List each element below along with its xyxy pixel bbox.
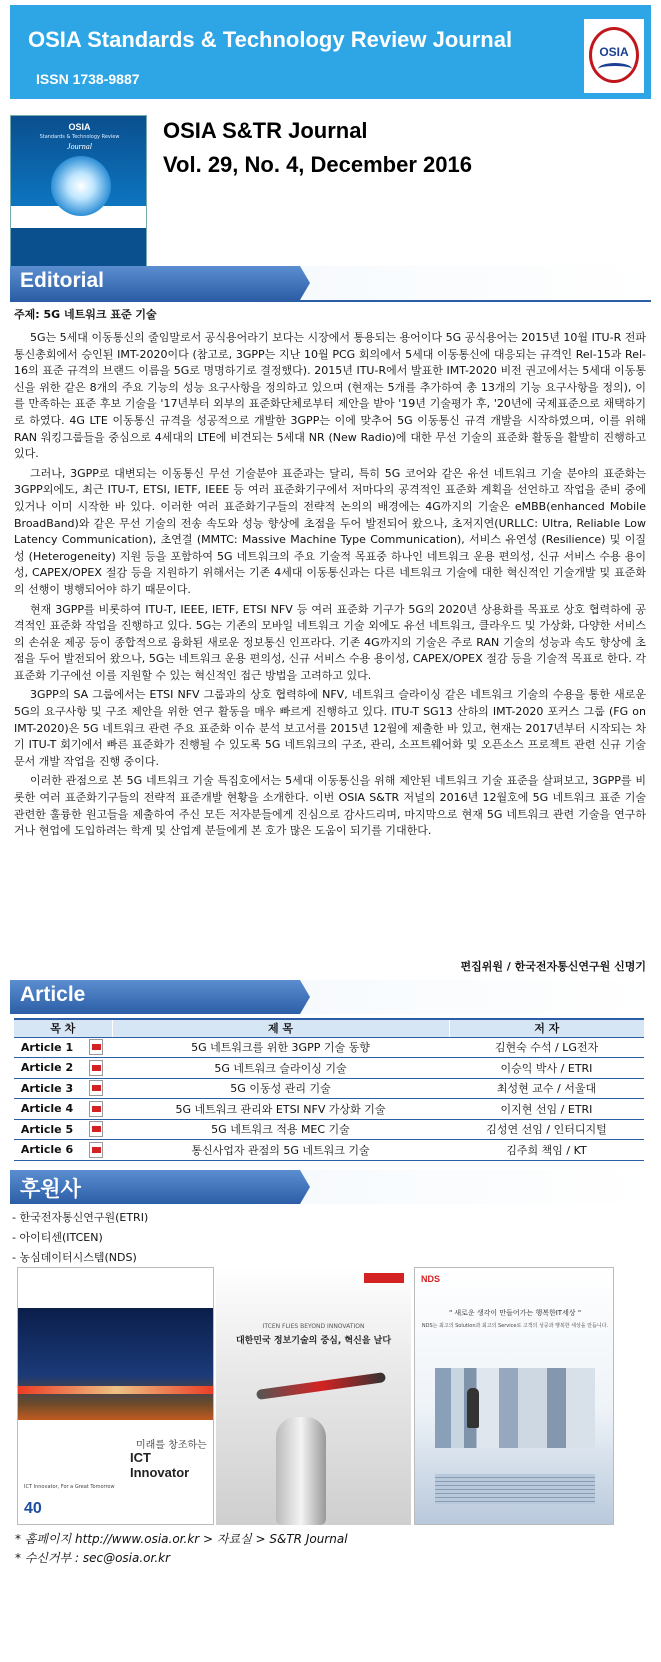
article-number: Article 1 bbox=[14, 1037, 80, 1058]
etri-ad-image[interactable] bbox=[17, 1267, 214, 1525]
cover-subtitle: Standards & Technology Review bbox=[39, 134, 120, 140]
nds-ad-image[interactable] bbox=[414, 1267, 614, 1525]
table-header-row bbox=[14, 1019, 644, 1037]
editorial-topic: 주제: 5G 네트워크 표준 기술 bbox=[14, 308, 157, 321]
journal-cover-image[interactable] bbox=[10, 115, 147, 267]
editorial-paragraph: 이러한 관점으로 본 5G 네트워크 기술 특집호에서는 5세대 이동통신을 위해 제안된 네트워크 기술 표준을 살펴보고, 3GPP를 비롯한 여러 표준화기구들의 전략적 표준개발 현황을 소개한다. 이번 OSIA S&TR 저널의 2016년 12월호에 5G 네트워크 표준 기술 관련한 훌륭한 원고들을 제출하여 주신 모든 저자분들에게 진심으로 감사드리며, 마지막으로 현재 5G 네트워크 관련 기술을 연구하거나 현업에 도입하려는 학계 및 산업계 분들에게 본 호가 많은 도움이 되기를 기대한다. bbox=[14, 774, 646, 838]
pdf-link[interactable] bbox=[80, 1140, 112, 1161]
editorial-signature: 편집위원 / 한국전자통신연구원 신명기 bbox=[460, 960, 646, 973]
article-title[interactable]: 5G 네트워크를 위한 3GPP 기술 동향 bbox=[112, 1037, 449, 1058]
osia-logo[interactable] bbox=[584, 19, 644, 93]
pdf-link[interactable] bbox=[80, 1037, 112, 1058]
article-author: 김주희 책임 / KT bbox=[449, 1140, 644, 1161]
article-number: Article 2 bbox=[14, 1058, 80, 1079]
article-number: Article 4 bbox=[14, 1099, 80, 1120]
editorial-body bbox=[14, 330, 646, 843]
editorial-section-header bbox=[10, 266, 651, 300]
pdf-icon[interactable] bbox=[89, 1101, 103, 1117]
robot-hand-shape bbox=[276, 1417, 326, 1525]
article-title[interactable]: 통신사업자 관점의 5G 네트워크 기술 bbox=[112, 1140, 449, 1161]
table-row bbox=[14, 1058, 644, 1079]
table-row bbox=[14, 1078, 644, 1099]
article-number: Article 6 bbox=[14, 1140, 80, 1161]
cover-journal-word: Journal bbox=[67, 142, 92, 151]
homepage-link[interactable]: * 홈페이지 http://www.osia.or.kr > 자료실 > S&TR Journal bbox=[15, 1532, 348, 1546]
table-row bbox=[14, 1119, 644, 1140]
article-title[interactable]: 5G 네트워크 관리와 ETSI NFV 가상화 기술 bbox=[112, 1099, 449, 1120]
header-author: 저 자 bbox=[449, 1019, 644, 1037]
article-number: Article 3 bbox=[14, 1078, 80, 1099]
city-skyline bbox=[435, 1368, 595, 1448]
nds-fine-print bbox=[435, 1474, 595, 1504]
flying-rod-shape bbox=[256, 1372, 386, 1400]
article-title[interactable]: 5G 네트워크 슬라이싱 기술 bbox=[112, 1058, 449, 1079]
etri-40th-badge: 40 bbox=[24, 1500, 42, 1517]
globe-icon bbox=[51, 156, 111, 216]
etri-tagline: ICT Innovator, For a Great Tomorrow bbox=[24, 1484, 115, 1490]
nds-brand: NDS bbox=[421, 1274, 441, 1284]
sponsor-item: - 아이티센(ITCEN) bbox=[12, 1231, 103, 1244]
editorial-section-label: Editorial bbox=[20, 269, 105, 292]
pdf-link[interactable] bbox=[80, 1099, 112, 1120]
nds-subtext: NDS는 최고의 Solution과 최고의 Service로 고객의 성공과 행복한 세상을 만듭니다. bbox=[421, 1323, 609, 1329]
article-title[interactable]: 5G 이동성 관리 기술 bbox=[112, 1078, 449, 1099]
sponsor-item: - 농심데이터시스템(NDS) bbox=[12, 1251, 137, 1264]
editorial-paragraph: 그러나, 3GPP로 대변되는 이동통신 무선 기술분야 표준과는 달리, 특히 5G 코어와 같은 유선 네트워크 기술 분야의 표준화는 3GPP외에도, 최근 ITU-T, ETSI, IETF, IEEE 등 여러 표준화기구에서 저마다의 공격적인 표준화 계획을 선언하고 작업을 준비 중에 있거나 이미 시작한 바 있다. 이러한 여러 표준화기구들의 전략적 논의의 배경에는 4G까지의 기술은 eMBB(enhanced Mobile BroadBand)와 같은 무선 기술의 전송 속도와 성능 향상에 초점을 두어 발전되어 왔으나, 초저지연(URLLC: Ultra, Reliable Low Latency Communication), 초연결 (MMTC: Massive Machine Type Communication), 서비스 유연성 (Resilience) 및 이질성 (Heterogeneity) 지원 등을 포함하여 5G 네트워크의 주요 기술적 목표중 하나인 네트워크 운용 편의성, 신규 서비스 수용 용이성, CAPEX/OPEX 절감 등을 지원하기 위해서는 기존 4세대 이동통신과는 다른 네트워크 기술에 대한 혁신적인 기술개발 및 표준화의 선행이 병행되어야 하기 때문이다. bbox=[14, 466, 646, 596]
pdf-icon[interactable] bbox=[89, 1121, 103, 1137]
article-author: 김성연 선임 / 인터디지털 bbox=[449, 1119, 644, 1140]
editorial-paragraph: 현재 3GPP를 비롯하여 ITU-T, IEEE, IETF, ETSI NFV 등 여러 표준화 기구가 5G의 2020년 상용화를 목표로 상호 협력하에 공격적인 표준화 작업을 진행하고 있다. 5G는 기존의 모바일 네트워크 기술 외에도 유선 네트워크, 클라우드 및 가상화, 다양한 서비스의 손쉬운 제공 등이 종합적으로 융화된 새로운 정보통신 인프라다. 기존 4G까지의 기술은 주로 RAN 기술의 성능과 속도 향상에 초점을 두어 발전되어 왔으나, 5G는 네트워크 운용 편의성, 신규 서비스 수용 용이성, CAPEX/OPEX 절감 등을 기술적 목표로 한다. 각 표준화 기구에선 이를 지원할 수 있는 혁신적인 접근 방법을 고려하고 있다. bbox=[14, 602, 646, 682]
cover-name: OSIA bbox=[68, 122, 91, 132]
editorial-paragraph: 3GPP의 SA 그룹에서는 ETSI NFV 그룹과의 상호 협력하에 NFV, 네트워크 슬라이싱 같은 네트워크 기술의 수용을 통한 새로운 5G의 요구사항 및 구조 제안을 위한 연구 활동을 매우 빠르게 진행하고 있다. ITU-T SG13 산하의 IMT-2020 포커스 그룹 (FG on IMT-2020)은 5G 네트워크 관련 주요 표준화 이슈 분석 보고서를 2015년 12월에 제출한 바 있고, 현재는 2017년부터 시작되는 차기 ITU-T 회기에서 빠른 표준화가 진행될 수 있도록 5G 네트워크의 구조, 관리, 소프트웨어화 및 오픈소스 프로젝트 관련 신규 기술 문서 개발 작업을 진행 중이다. bbox=[14, 688, 646, 768]
itcen-slogan: ITCEN FLIES BEYOND INNOVATION bbox=[262, 1323, 365, 1330]
journal-volume: Vol. 29, No. 4, December 2016 bbox=[163, 152, 472, 177]
article-author: 김현숙 수석 / LG전자 bbox=[449, 1037, 644, 1058]
article-author: 이승익 박사 / ETRI bbox=[449, 1058, 644, 1079]
cover-footer-band bbox=[11, 228, 147, 267]
night-scene bbox=[18, 1308, 214, 1420]
journal-name: OSIA S&TR Journal bbox=[163, 118, 368, 143]
sponsor-section-label: 후원사 bbox=[20, 1178, 81, 1201]
issn-label: ISSN 1738-9887 bbox=[36, 71, 140, 87]
pdf-icon[interactable] bbox=[89, 1080, 103, 1096]
banner-title: OSIA Standards & Technology Review Journal bbox=[28, 27, 513, 52]
table-row bbox=[14, 1140, 644, 1161]
itcen-headline: 대한민국 정보기술의 중심, 혁신을 날다 bbox=[235, 1336, 392, 1346]
etri-copy-korean: 미래를 창조하는 bbox=[136, 1440, 207, 1451]
article-number: Article 5 bbox=[14, 1119, 80, 1140]
itcen-ad-image[interactable] bbox=[216, 1267, 411, 1525]
pdf-icon[interactable] bbox=[89, 1039, 103, 1055]
pdf-link[interactable] bbox=[80, 1119, 112, 1140]
section-divider bbox=[10, 300, 651, 302]
unsubscribe-link[interactable]: * 수신거부 : sec@osia.or.kr bbox=[15, 1551, 171, 1565]
nds-quote: " 새로운 생각이 만들어가는 행복한IT세상 " bbox=[448, 1309, 582, 1317]
header-no: 목 차 bbox=[14, 1019, 112, 1037]
pdf-icon[interactable] bbox=[89, 1060, 103, 1076]
itcen-brand-mark bbox=[364, 1273, 404, 1283]
table-row bbox=[14, 1037, 644, 1058]
header-banner bbox=[10, 5, 651, 99]
logo-swoosh-icon bbox=[598, 63, 632, 75]
sponsor-section-header bbox=[10, 1170, 651, 1204]
article-section-header bbox=[10, 980, 651, 1014]
sponsor-list bbox=[12, 1208, 148, 1268]
header-title: 제 목 bbox=[112, 1019, 449, 1037]
article-author: 최성현 교수 / 서울대 bbox=[449, 1078, 644, 1099]
table-row bbox=[14, 1099, 644, 1120]
light-trails bbox=[18, 1386, 214, 1394]
pdf-icon[interactable] bbox=[89, 1142, 103, 1158]
logo-text: OSIA bbox=[599, 45, 629, 59]
pdf-link[interactable] bbox=[80, 1058, 112, 1079]
etri-copy-english: ICT Innovator bbox=[130, 1450, 190, 1480]
article-section-label: Article bbox=[20, 983, 86, 1006]
article-author: 이지현 선임 / ETRI bbox=[449, 1099, 644, 1120]
pdf-link[interactable] bbox=[80, 1078, 112, 1099]
footer bbox=[15, 1530, 348, 1568]
person-figure bbox=[467, 1388, 479, 1428]
article-title[interactable]: 5G 네트워크 적용 MEC 기술 bbox=[112, 1119, 449, 1140]
sponsor-item: - 한국전자통신연구원(ETRI) bbox=[12, 1211, 149, 1224]
editorial-paragraph: 5G는 5세대 이동통신의 줄임말로서 공식용어라기 보다는 시장에서 통용되는 용어이다 5G 공식용어는 2015년 10월 ITU-R 전파통신총회에서 승인된 IMT-2020이다 (참고로, 3GPP는 지난 10월 PCG 회의에서 5세대 이동통신에 대응되는 규격인 Rel-15과 Rel-16의 표준 규격의 브랜드 이름을 5G로 명명하기로 결정했다). 2015년 ITU-R에서 발표한 IMT-2020 비전 권고에서는 5세대 이동통신을 위한 같은 8개의 주요 기능의 성능 요구사항을 정의하고 있으며 (현재는 5개를 추가하여 총 13개의 기능 요구사항을 정의), 이를 만족하는 표준 후보 기술을 '17년부터 외부의 표준화단체로부터 제안을 받아 '19년 기술평가 후, '20년에 국제표준으로 채택하기로 하였다. 4G LTE 이동통신 규격을 성공적으로 개발한 3GPP는 이에 맞추어 5G 이동통신 규격 개발을 시작하였으며, 이를 위해 RAN 워킹그룹들을 중심으로 4세대의 LTE에 비견되는 5세대 NR (New Radio)에 대한 무선 기술의 표준화 활동을 활발히 진행하고 있다. bbox=[14, 331, 646, 461]
article-table bbox=[14, 1018, 644, 1161]
